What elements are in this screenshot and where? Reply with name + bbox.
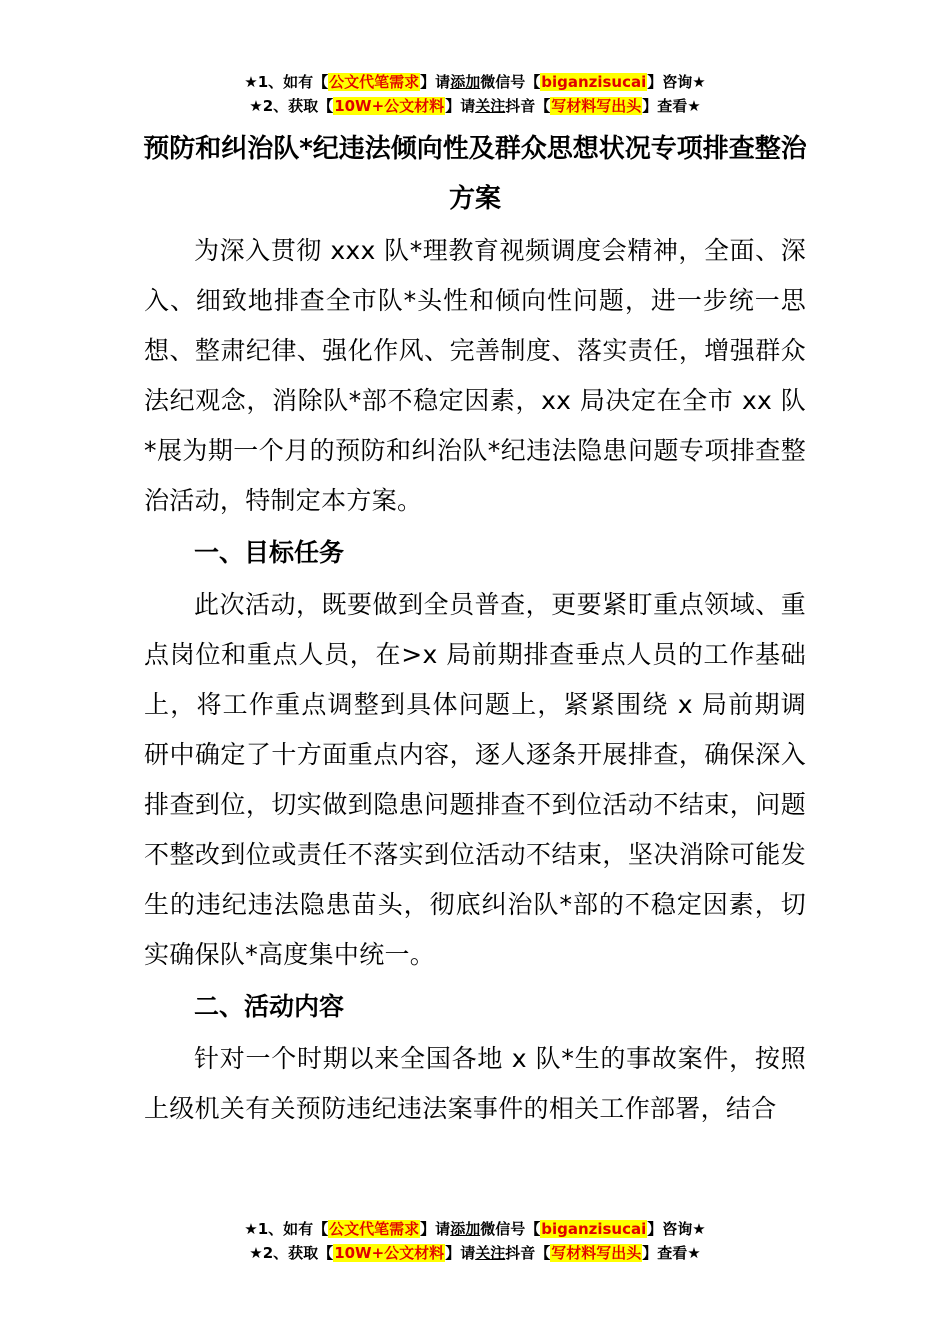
promo-highlight-service: 公文代笔需求 bbox=[329, 1220, 420, 1238]
promo-highlight-douyin: 写材料写出头 bbox=[551, 1244, 642, 1262]
document-title-line-2: 方案 bbox=[448, 184, 501, 214]
promo-highlight-materials: 10W+公文材料 bbox=[334, 1244, 445, 1262]
section-heading-activities: 二、活动内容 bbox=[194, 992, 345, 1021]
document-title-line-1: 预防和纠治队*纪违法倾向性及群众思想状况专项排查整治 bbox=[143, 134, 807, 164]
promo-line-1: ★1、如有【公文代笔需求】请添加微信号【biganzisucai】咨询★ bbox=[244, 1220, 706, 1238]
promo-highlight-materials: 10W+公文材料 bbox=[334, 97, 445, 115]
promo-banner-top bbox=[0, 70, 950, 118]
section-heading-goals: 一、目标任务 bbox=[194, 538, 345, 567]
promo-highlight-service: 公文代笔需求 bbox=[329, 73, 420, 91]
promo-highlight-wechat-id: biganzisucai bbox=[541, 1220, 647, 1238]
intro-paragraph: 为深入贯彻 xxx 队*理教育视频调度会精神，全面、深入、细致地排查全市队*头性和倾向性问题，进一步统一思想、整肃纪律、强化作风、完善制度、落实责任，增强群众法纪观念，消除队*部不稳定因素，xx 局决定在全市 xx 队*展为期一个月的预防和纠治队*纪违法隐患问题专项排查整治活动，特制定本方案。 bbox=[144, 236, 806, 515]
promo-highlight-wechat-id: biganzisucai bbox=[541, 73, 647, 91]
promo-line-1: ★1、如有【公文代笔需求】请添加微信号【biganzisucai】咨询★ bbox=[244, 73, 706, 91]
document-body bbox=[144, 226, 806, 1134]
section-paragraph-activities: 针对一个时期以来全国各地 x 队*生的事故案件，按照上级机关有关预防违纪违法案事件的相关工作部署，结合 bbox=[144, 1044, 806, 1123]
promo-highlight-douyin: 写材料写出头 bbox=[551, 97, 642, 115]
promo-line-2: ★2、获取【10W+公文材料】请关注抖音【写材料写出头】查看★ bbox=[249, 97, 701, 115]
promo-line-2: ★2、获取【10W+公文材料】请关注抖音【写材料写出头】查看★ bbox=[249, 1244, 701, 1262]
document-title bbox=[0, 124, 950, 224]
section-paragraph-goals: 此次活动，既要做到全员普查，更要紧盯重点领域、重点岗位和重点人员，在>x 局前期排查垂点人员的工作基础上，将工作重点调整到具体问题上，紧紧围绕 x 局前期调研中确定了十方面重点内容，逐人逐条开展排查，确保深入排查到位，切实做到隐患问题排查不到位活动不结束，问题不整改到位或责任不落实到位活动不结束，坚决消除可能发生的违纪违法隐患苗头，彻底纠治队*部的不稳定因素，切实确保队*高度集中统一。 bbox=[144, 590, 806, 969]
promo-banner-bottom bbox=[0, 1217, 950, 1265]
